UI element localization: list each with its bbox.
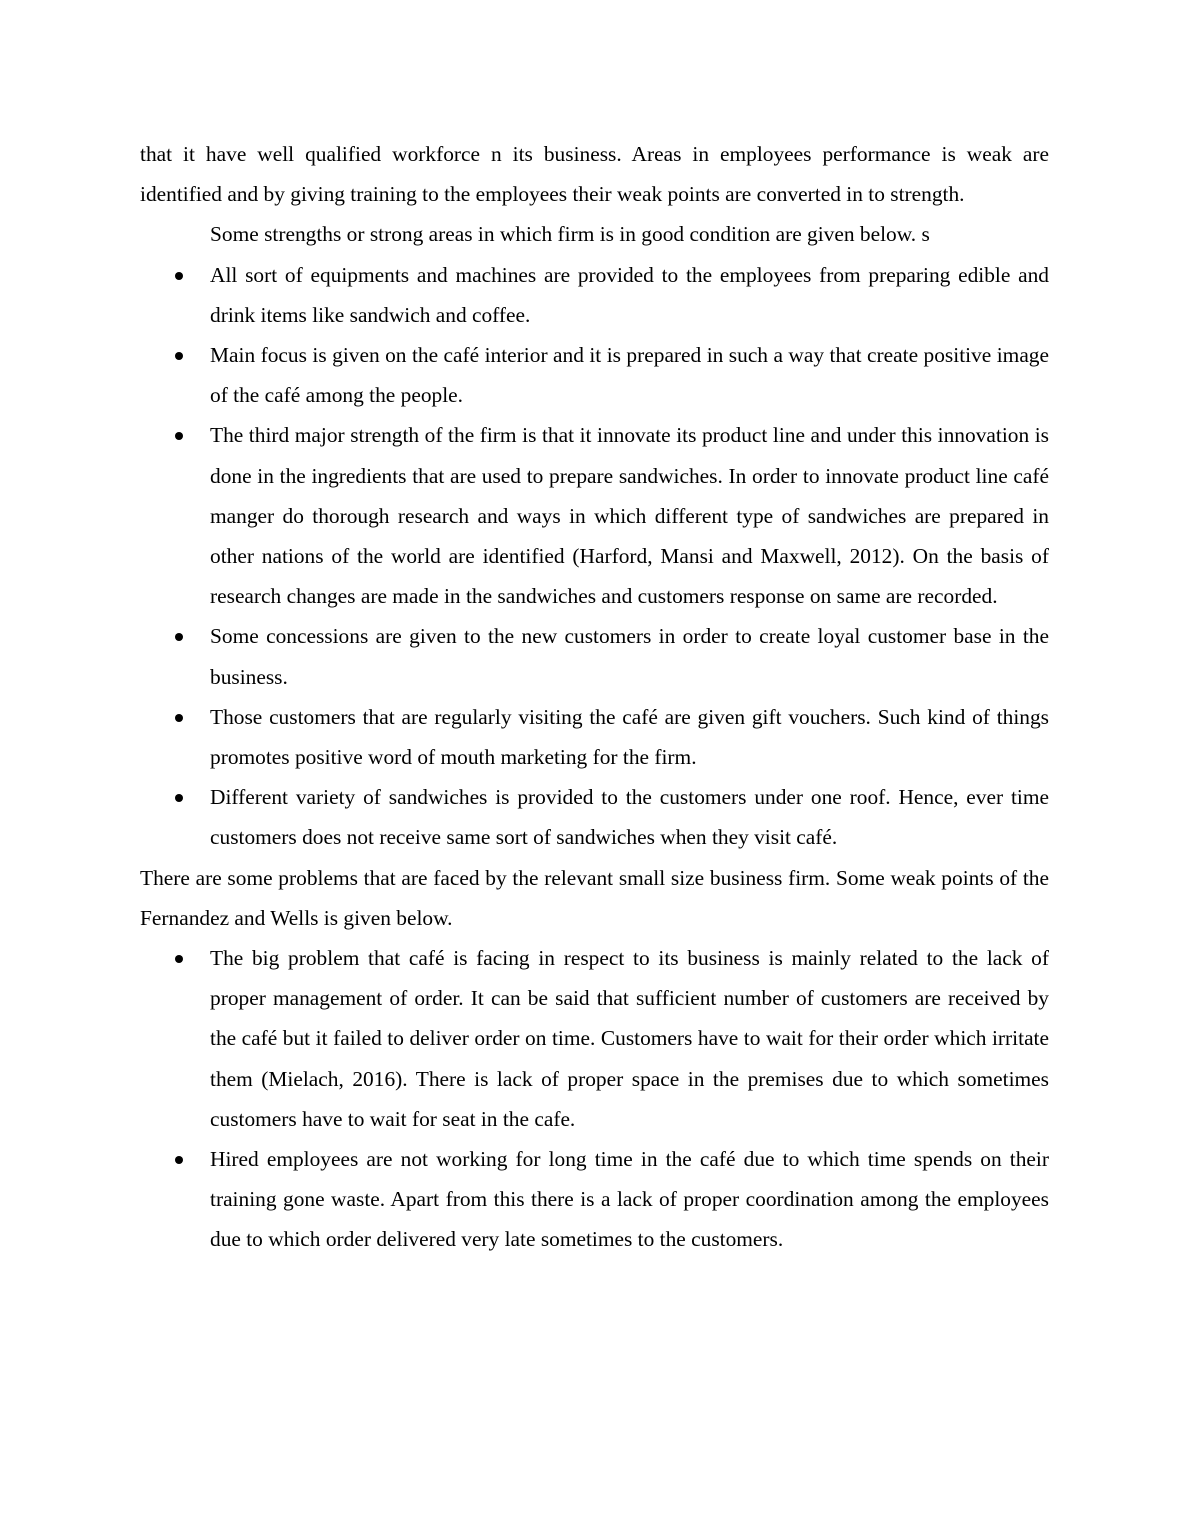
bullet-icon xyxy=(175,714,183,722)
strengths-list xyxy=(140,255,1049,858)
bullet-icon xyxy=(175,794,183,802)
list-item-text: Main focus is given on the café interior and it is prepared in such a way that create positive image of the café among the people. xyxy=(210,343,1049,408)
list-item xyxy=(140,415,1049,616)
list-item-text: Some concessions are given to the new customers in order to create loyal customer base in the business. xyxy=(210,624,1049,689)
list-item xyxy=(140,1139,1049,1260)
list-item xyxy=(140,777,1049,857)
document-page xyxy=(140,134,1049,1260)
bullet-icon xyxy=(175,1156,183,1164)
list-item-text: Hired employees are not working for long time in the café due to which time spends on their training gone waste. Apart from this there is a lack of proper coordination among the employees due to which order delivered very late sometimes to the customers. xyxy=(210,1147,1049,1252)
list-item-text: Those customers that are regularly visiting the café are given gift vouchers. Such kind of things promotes positive word of mouth marketing for the firm. xyxy=(210,704,1049,770)
bullet-icon xyxy=(175,432,183,440)
list-item-text: All sort of equipments and machines are provided to the employees from preparing edible and drink items like sandwich and coffee. xyxy=(210,262,1049,327)
bullet-icon xyxy=(175,955,183,963)
strengths-intro: Some strengths or strong areas in which firm is in good condition are given below. s xyxy=(210,222,930,247)
bullet-icon xyxy=(175,633,183,641)
list-item xyxy=(140,697,1049,777)
weakness-intro: There are some problems that are faced by the relevant small size business firm. Some weak points of the Fernandez and Wells is given below. xyxy=(140,865,1049,930)
bullet-icon xyxy=(175,352,183,360)
bullet-icon xyxy=(175,272,183,280)
weaknesses-list xyxy=(140,938,1049,1260)
list-item xyxy=(140,255,1049,335)
list-item-text: The third major strength of the firm is that it innovate its product line and under this innovation is done in the ingredients that are used to prepare sandwiches. In order to innovate product line café manger do thorough research and ways in which different type of sandwiches are prepared in other nations of the world are identified (Harford, Mansi and Maxwell, 2012). On the basis of research changes are made in the sandwiches and customers response on same are recorded. xyxy=(210,423,1049,609)
list-item-text: The big problem that café is facing in respect to its business is mainly related to the lack of proper management of order. It can be said that sufficient number of customers are received by the café but it failed to deliver order on time. Customers have to wait for their order which irritate them (Mielach, 2016). There is lack of proper space in the premises due to which sometimes customers have to wait for seat in the cafe. xyxy=(210,946,1049,1131)
list-item xyxy=(140,616,1049,696)
list-item xyxy=(140,335,1049,415)
list-item xyxy=(140,938,1049,1139)
list-item-text: Different variety of sandwiches is provided to the customers under one roof. Hence, ever time customers does not receive same sort of sandwiches when they visit café. xyxy=(210,785,1049,850)
intro-paragraph: that it have well qualified workforce n its business. Areas in employees performance is weak are identified and by giving training to the employees their weak points are converted in to strength. xyxy=(140,142,1049,207)
